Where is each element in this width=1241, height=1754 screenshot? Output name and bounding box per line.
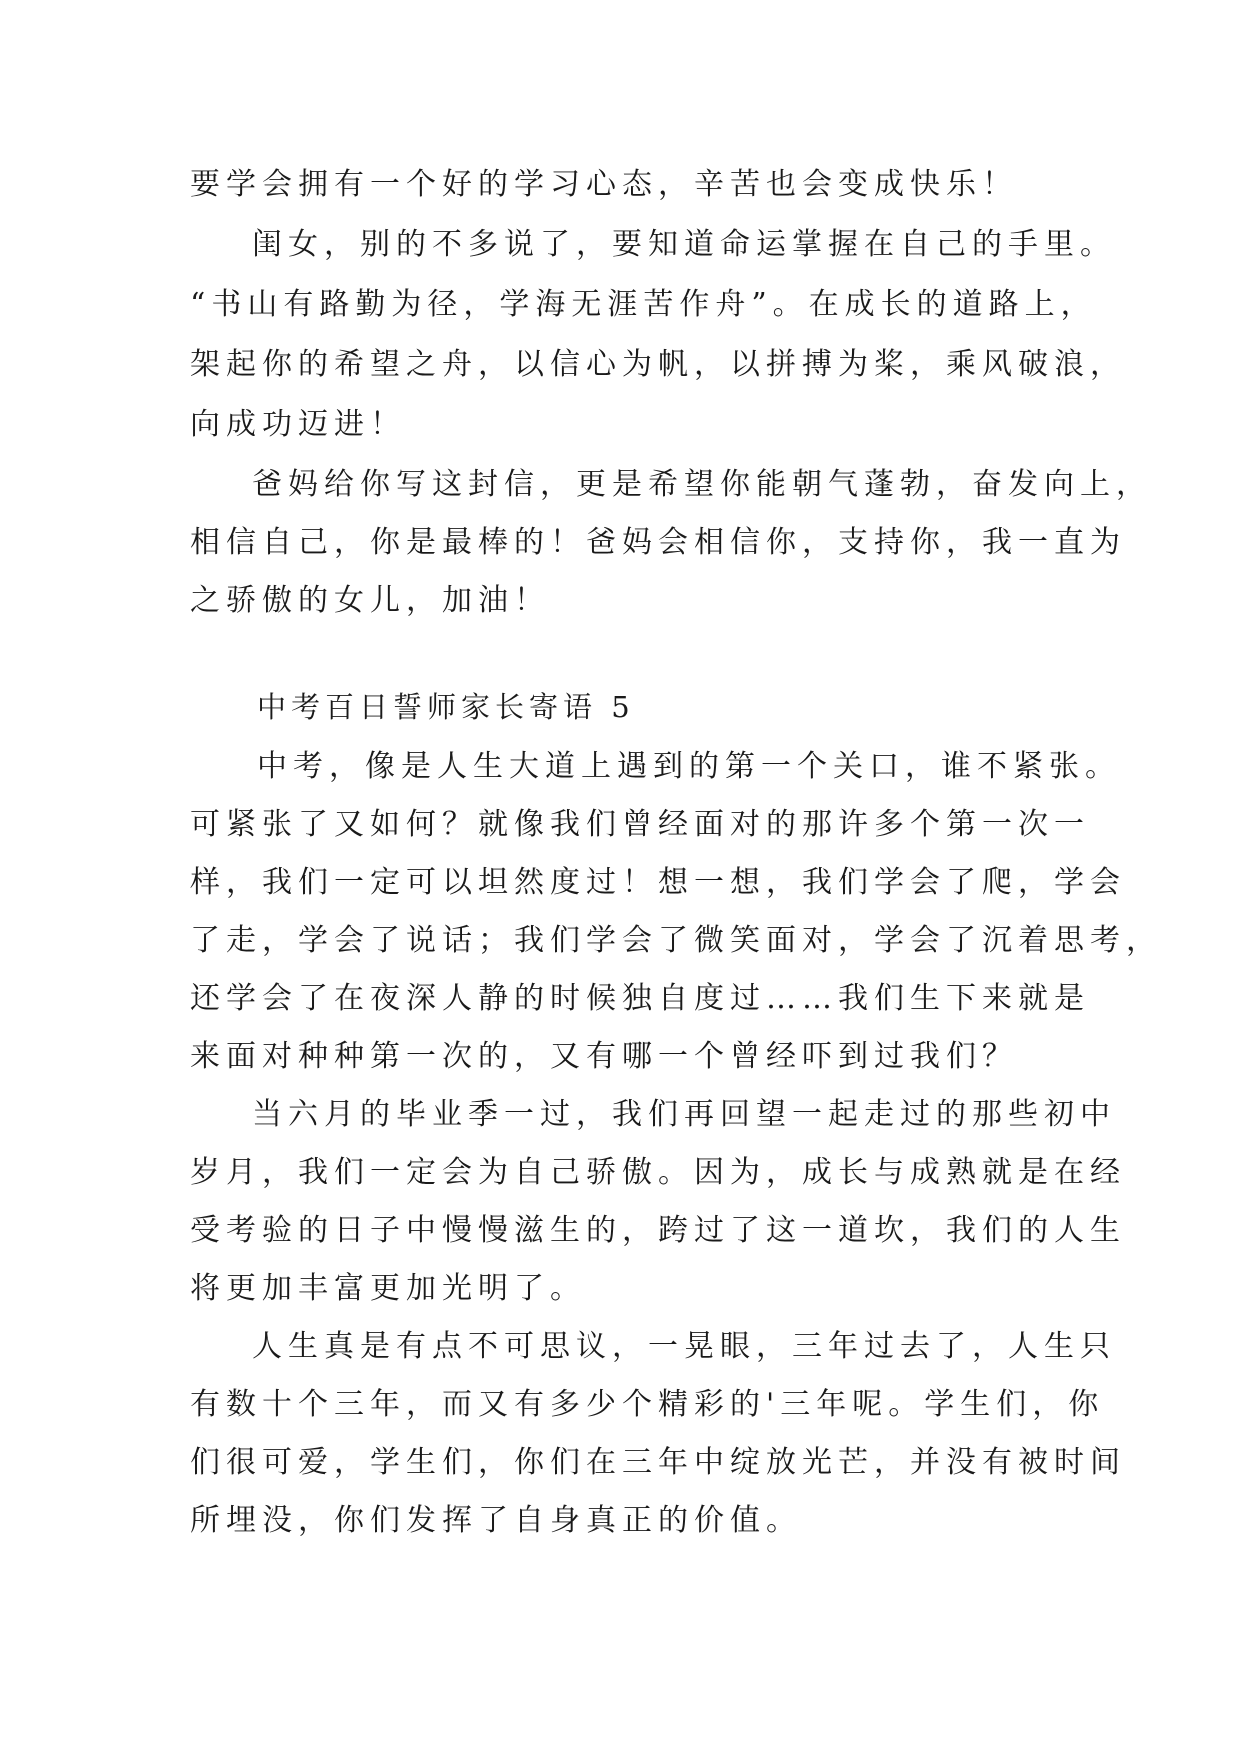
paragraph-line: 还学会了在夜深人静的时候独自度过……我们生下来就是: [190, 981, 1090, 1016]
paragraph-line: 所埋没，你们发挥了自身真正的价值。: [190, 1503, 802, 1538]
paragraph-line: 之骄傲的女儿，加油！: [190, 583, 550, 618]
paragraph-line: 向成功迈进！: [190, 407, 406, 442]
paragraph-line: 将更加丰富更加光明了。: [190, 1271, 586, 1306]
paragraph-line: 受考验的日子中慢慢滋生的，跨过了这一道坎，我们的人生: [190, 1213, 1126, 1248]
section-heading: 中考百日誓师家长寄语 5: [257, 690, 635, 724]
paragraph-line: 人生真是有点不可思议，一晃眼，三年过去了，人生只: [252, 1329, 1116, 1364]
paragraph-line: 们很可爱，学生们，你们在三年中绽放光芒，并没有被时间: [190, 1445, 1126, 1480]
paragraph-line: 架起你的希望之舟，以信心为帆，以拼搏为桨，乘风破浪，: [190, 347, 1126, 382]
paragraph-line: “书山有路勤为径，学海无涯苦作舟”。在成长的道路上，: [190, 287, 1097, 322]
paragraph-line: 样，我们一定可以坦然度过！想一想，我们学会了爬，学会: [190, 865, 1126, 900]
paragraph-line: 岁月，我们一定会为自己骄傲。因为，成长与成熟就是在经: [190, 1155, 1126, 1190]
paragraph-line: 要学会拥有一个好的学习心态，辛苦也会变成快乐！: [190, 167, 1018, 202]
paragraph-line: 了走，学会了说话；我们学会了微笑面对，学会了沉着思考，: [190, 923, 1162, 958]
paragraph-line: 可紧张了又如何？就像我们曾经面对的那许多个第一次一: [190, 807, 1090, 842]
paragraph-line: 爸妈给你写这封信，更是希望你能朝气蓬勃，奋发向上，: [252, 467, 1152, 502]
paragraph-line: 相信自己，你是最棒的！爸妈会相信你，支持你，我一直为: [190, 525, 1126, 560]
paragraph-line: 当六月的毕业季一过，我们再回望一起走过的那些初中: [252, 1097, 1116, 1132]
paragraph-line: 中考，像是人生大道上遇到的第一个关口，谁不紧张。: [257, 749, 1121, 784]
paragraph-line: 有数十个三年，而又有多少个精彩的'三年呢。学生们，你: [190, 1387, 1105, 1422]
paragraph-line: 来面对种种第一次的，又有哪一个曾经吓到过我们？: [190, 1039, 1018, 1074]
paragraph-line: 闺女，别的不多说了，要知道命运掌握在自己的手里。: [252, 227, 1116, 262]
